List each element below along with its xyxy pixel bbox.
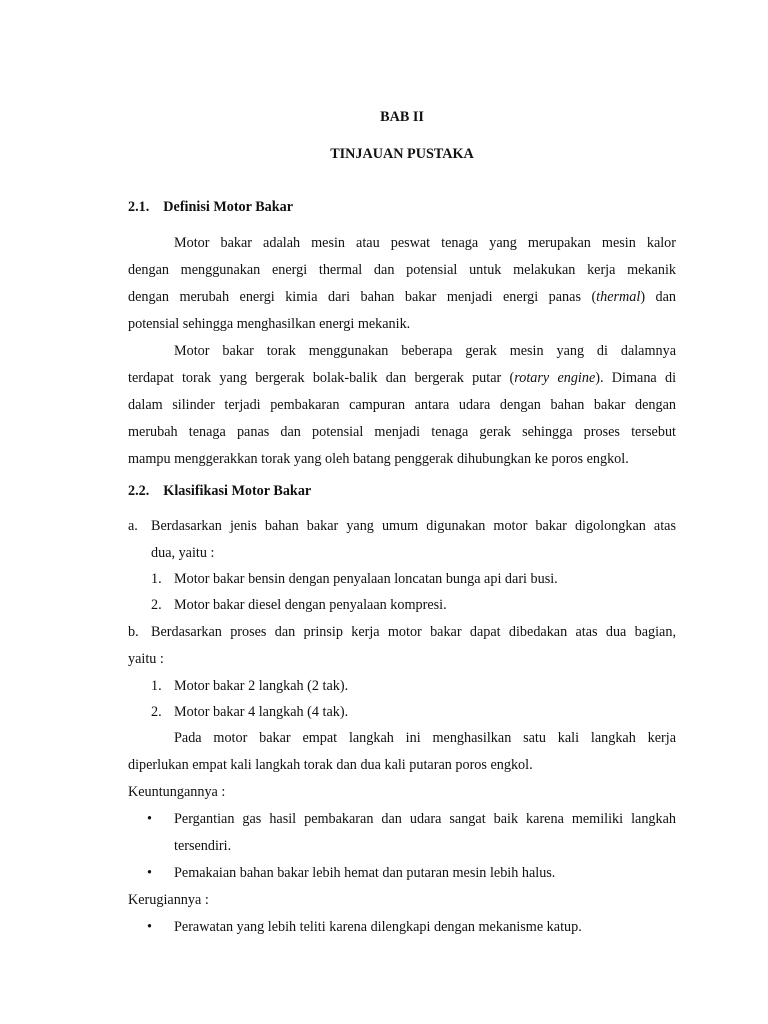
bullet-icon: •: [147, 865, 152, 881]
list-number: 1.: [151, 571, 162, 587]
list-item: Motor bakar bensin dengan penyalaan loncatan bunga api dari busi.: [174, 571, 558, 587]
text-span: ) dan: [640, 289, 676, 305]
bullet-icon: •: [147, 919, 152, 935]
list-number: 2.: [151, 704, 162, 720]
section-number: 2.1.: [128, 199, 150, 215]
italic-term: thermal: [596, 289, 641, 305]
list-heading: Kerugiannya :: [128, 892, 209, 908]
paragraph-line: diperlukan empat kali langkah torak dan dua kali putaran poros engkol.: [128, 757, 533, 773]
section-title: Definisi Motor Bakar: [163, 199, 294, 215]
section-number: 2.2.: [128, 483, 150, 499]
list-heading: Keuntungannya :: [128, 784, 226, 800]
list-number: 2.: [151, 597, 162, 613]
list-item: Motor bakar diesel dengan penyalaan kompresi.: [174, 597, 447, 613]
paragraph-line: mampu menggerakkan torak yang oleh batang penggerak dihubungkan ke poros engkol.: [128, 451, 629, 467]
paragraph-line: merubah tenaga panas dan potensial menjadi tenaga gerak sehingga proses tersebut: [128, 424, 676, 440]
bullet-item: Pemakaian bahan bakar lebih hemat dan putaran mesin lebih halus.: [174, 865, 556, 881]
text-span: terdapat torak yang bergerak bolak-balik dan bergerak putar (: [128, 370, 515, 386]
bullet-item: Pergantian gas hasil pembakaran dan udara sangat baik karena memiliki langkah: [174, 811, 676, 827]
bullet-icon: •: [147, 811, 152, 827]
list-item: Motor bakar 4 langkah (4 tak).: [174, 704, 349, 720]
bullet-item: Perawatan yang lebih teliti karena dilengkapi dengan mekanisme katup.: [174, 919, 582, 935]
text-span: dengan merubah energi kimia dari bahan bakar menjadi energi panas (: [128, 289, 597, 305]
bullet-item-continued: tersendiri.: [174, 838, 232, 854]
list-text: yaitu :: [128, 651, 164, 667]
list-text: Berdasarkan jenis bahan bakar yang umum digunakan motor bakar digolongkan atas: [151, 518, 676, 534]
paragraph-line: potensial sehingga menghasilkan energi mekanik.: [128, 316, 411, 332]
paragraph-line: Motor bakar torak menggunakan beberapa gerak mesin yang di dalamnya: [174, 343, 676, 359]
paragraph-line: [128, 369, 676, 387]
list-item: Motor bakar 2 langkah (2 tak).: [174, 678, 349, 694]
chapter-number: BAB II: [380, 109, 424, 125]
paragraph-line: [128, 288, 676, 306]
list-label: b.: [128, 624, 139, 640]
section-title: Klasifikasi Motor Bakar: [163, 483, 312, 499]
paragraph-line: Motor bakar adalah mesin atau peswat tenaga yang merupakan mesin kalor: [174, 235, 676, 251]
paragraph-line: dengan menggunakan energi thermal dan potensial untuk melakukan kerja mekanik: [128, 262, 676, 278]
list-text: dua, yaitu :: [151, 545, 215, 561]
chapter-title: TINJAUAN PUSTAKA: [330, 146, 474, 162]
list-number: 1.: [151, 678, 162, 694]
list-label: a.: [128, 518, 138, 534]
italic-term: rotary engine: [514, 370, 596, 386]
list-text: Berdasarkan proses dan prinsip kerja motor bakar dapat dibedakan atas dua bagian,: [151, 624, 676, 640]
paragraph-line: dalam silinder terjadi pembakaran campuran antara udara dengan bahan bakar dengan: [128, 397, 676, 413]
text-span: ). Dimana di: [595, 370, 677, 386]
section-heading-2-1: [128, 198, 676, 216]
section-heading-2-2: [128, 482, 676, 500]
paragraph-line: Pada motor bakar empat langkah ini menghasilkan satu kali langkah kerja: [174, 730, 676, 746]
